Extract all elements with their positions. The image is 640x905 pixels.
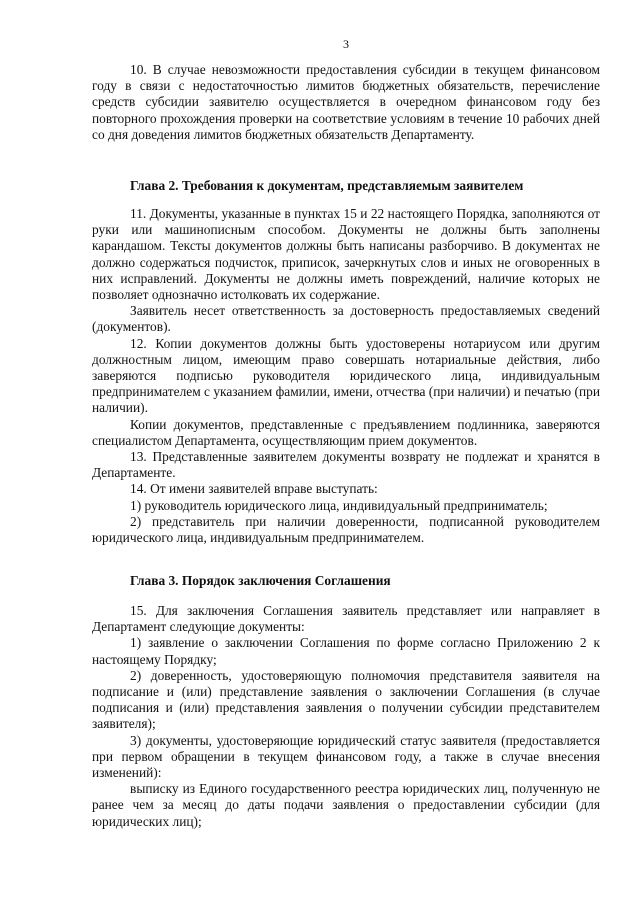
paragraph-11-responsibility: Заявитель несет ответственность за достоверность предоставляемых сведений (документов).	[92, 303, 600, 335]
paragraph-11: 11. Документы, указанные в пунктах 15 и 22 настоящего Порядка, заполняются от руки или машинописным способом. Документы не должны быть заполнены карандашом. Тексты документов должны быть написаны разборчиво. В документах не должно содержаться подчисток, приписок, зачеркнутых слов и иных не оговоренных в них исправлений. Документы не должны иметь повреждений, наличие которых не позволяет однозначно истолковать их содержание.	[92, 206, 600, 303]
paragraph-14-item-1: 1) руководитель юридического лица, индивидуальный предприниматель;	[130, 497, 548, 513]
paragraph-13: 13. Представленные заявителем документы возврату не подлежат и хранятся в Департаменте.	[92, 449, 600, 481]
paragraph-15-item-3: 3) документы, удостоверяющие юридический статус заявителя (предоставляется при первом обращении в текущем финансовом году, а также в случае внесения изменений):	[92, 732, 600, 781]
chapter-2-heading-wrap	[92, 178, 600, 194]
paragraph-10: 10. В случае невозможности предоставления субсидии в текущем финансовом году в связи с недостаточностью лимитов бюджетных обязательств, перечисление средств субсидии заявителю осуществляется в очередном финансовом году без повторного прохождения проверки на соответствие условиям в течение 10 рабочих дней со дня доведения лимитов бюджетных обязательств Департаменту.	[92, 62, 600, 142]
chapter-3-body	[92, 603, 600, 830]
paragraph-12: 12. Копии документов должны быть удостоверены нотариусом или другим должностным лицом, имеющим право совершать нотариальные действия, либо заверяются подписью руководителя юридического лица, индивидуальным предпринимателем с указанием фамилии, имени, отчества (при наличии) и печатью (при наличии).	[92, 335, 600, 416]
chapter-2-body	[92, 206, 600, 546]
paragraph-14-item-2: 2) представитель при наличии доверенности, подписанной руководителем юридического лица, индивидуальным предпринимателем.	[92, 513, 600, 546]
paragraph-12-copies: Копии документов, представленные с предъявлением подлинника, заверяются специалистом Департамента, осуществляющим прием документов.	[92, 416, 600, 448]
paragraph-14: 14. От имени заявителей вправе выступать:	[130, 481, 378, 497]
paragraph-15-item-1: 1) заявление о заключении Соглашения по форме согласно Приложению 2 к настоящему Порядку;	[92, 635, 600, 667]
chapter-3-title: Глава 3. Порядок заключения Соглашения	[130, 573, 391, 588]
section-1	[92, 62, 600, 143]
paragraph-15-item-2: 2) доверенность, удостоверяющую полномочия представителя заявителя на подписание и (или) представление заявления о заключении Соглашения (в случае подписания и (или) представления заявления о получении субсидии представителем заявителя);	[92, 667, 600, 732]
paragraph-15: 15. Для заключения Соглашения заявитель представляет или направляет в Департамент следующие документы:	[92, 603, 600, 635]
paragraph-15-extract: выписку из Единого государственного реестра юридических лиц, полученную не ранее чем за месяц до даты подачи заявления о предоставлении субсидии (для юридических лиц);	[92, 781, 600, 829]
chapter-2-title: Глава 2. Требования к документам, представляемым заявителем	[130, 178, 524, 193]
chapter-3-heading-wrap	[92, 573, 600, 589]
page-number: 3	[343, 37, 349, 51]
